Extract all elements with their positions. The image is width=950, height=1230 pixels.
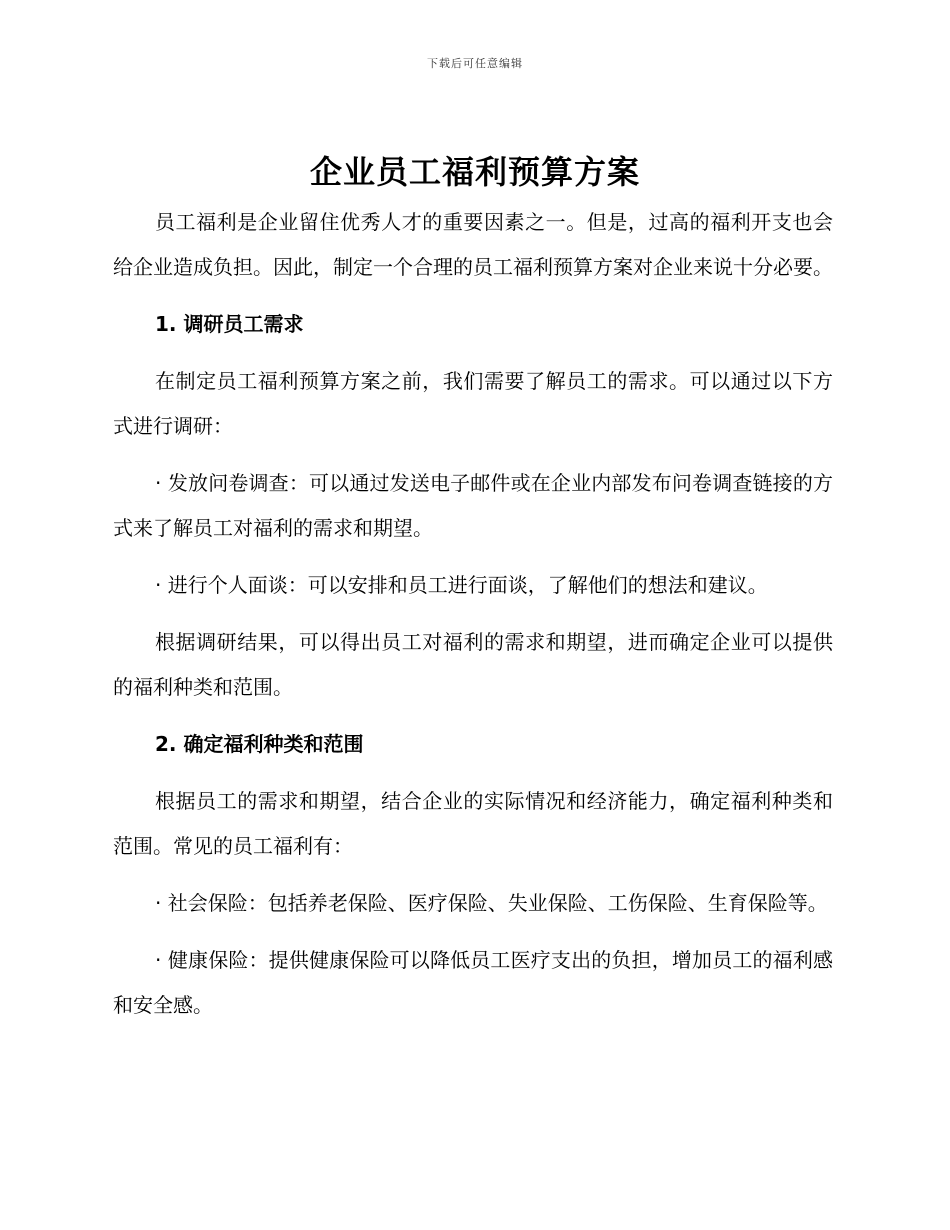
section-2-lead: 根据员工的需求和期望，结合企业的实际情况和经济能力，确定福利种类和范围。常见的员工福利有： xyxy=(113,789,833,858)
section-1-conclusion: 根据调研结果，可以得出员工对福利的需求和期望，进而确定企业可以提供的福利种类和范围。 xyxy=(113,630,833,699)
section-1-heading: 1. 调研员工需求 xyxy=(155,312,304,336)
intro-paragraph: 员工福利是企业留住优秀人才的重要因素之一。但是，过高的福利开支也会给企业造成负担。因此，制定一个合理的员工福利预算方案对企业来说十分必要。 xyxy=(113,210,833,279)
section-2-bullet-health-insurance: · 健康保险：提供健康保险可以降低员工医疗支出的负担，增加员工的福利感和安全感。 xyxy=(113,948,833,1017)
section-1-bullet-interview: · 进行个人面谈：可以安排和员工进行面谈，了解他们的想法和建议。 xyxy=(155,573,768,597)
section-2-heading: 2. 确定福利种类和范围 xyxy=(155,732,364,756)
document-title: 企业员工福利预算方案 xyxy=(309,153,640,191)
section-1-lead: 在制定员工福利预算方案之前，我们需要了解员工的需求。可以通过以下方式进行调研： xyxy=(113,369,833,438)
document-body xyxy=(113,200,833,1028)
section-1-bullet-survey: · 发放问卷调查：可以通过发送电子邮件或在企业内部发布问卷调查链接的方式来了解员工对福利的需求和期望。 xyxy=(113,471,833,540)
section-2-bullet-social-insurance: · 社会保险：包括养老保险、医疗保险、失业保险、工伤保险、生育保险等。 xyxy=(155,891,828,915)
header-note: 下载后可任意编辑 xyxy=(427,57,523,70)
